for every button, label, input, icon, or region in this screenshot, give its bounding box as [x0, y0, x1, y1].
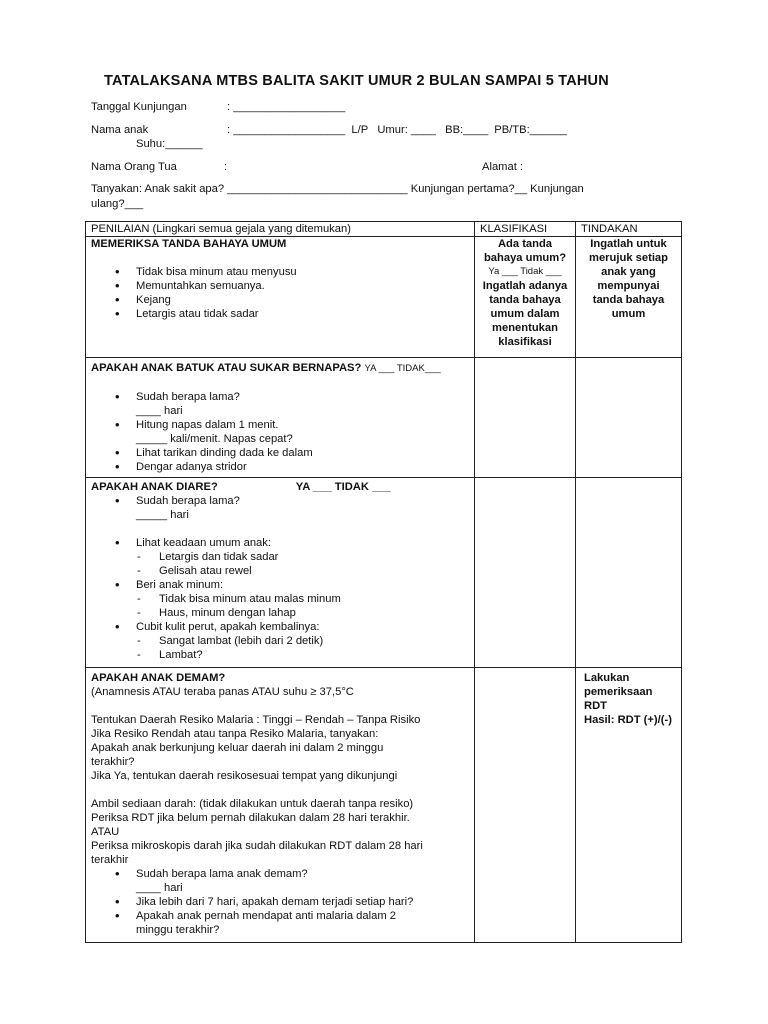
list-item[interactable]: • Lihat tarikan dinding dada ke dalam [91, 446, 469, 460]
batuk-list [91, 390, 469, 404]
orang-tua-label: Nama Orang Tua [91, 161, 177, 173]
list-item[interactable]: • Kejang [91, 293, 469, 307]
penilaian-cell [86, 358, 475, 478]
tindakan-line: Hasil: RDT (+)/(-) [584, 714, 672, 726]
demam-criteria: (Anamnesis ATAU teraba panas ATAU suhu ≥ 37,5°C [91, 686, 354, 698]
section-heading: APAKAH ANAK BATUK ATAU SUKAR BERNAPAS? [91, 362, 362, 374]
table-header-row [86, 222, 682, 237]
nama-anak-field[interactable]: : __________________ L/P Umur: ____ BB:____ PB/TB:______ [227, 124, 568, 136]
tindakan-cell [576, 237, 682, 358]
list-item-text: Sudah berapa lama? [136, 391, 240, 403]
page-title: TATALAKSANA MTBS BALITA SAKIT UMUR 2 BULAN SAMPAI 5 TAHUN [104, 73, 609, 89]
dash-item[interactable]: - Tidak bisa minum atau malas minum [91, 592, 469, 606]
ya-tidak-field[interactable]: YA ___ TIDAK ___ [295, 481, 391, 493]
dash-item[interactable]: - Haus, minum dengan lahap [91, 606, 469, 620]
list-item[interactable]: • Dengar adanya stridor [91, 460, 469, 474]
klasifikasi-cell[interactable] [475, 668, 576, 943]
tanggal-label: Tanggal Kunjungan [91, 101, 187, 113]
list-item [91, 418, 469, 432]
dash-item[interactable]: - Sangat lambat (lebih dari 2 detik) [91, 634, 469, 648]
instruction-line: ATAU [91, 826, 120, 838]
table-row [86, 237, 682, 358]
diare-list [91, 494, 469, 508]
tindakan-line: pemeriksaan RDT [584, 686, 653, 712]
list-item[interactable]: • Letargis atau tidak sadar [91, 307, 469, 321]
dash-item[interactable]: - Letargis dan tidak sadar [91, 550, 469, 564]
diare-list-cont [91, 620, 469, 634]
ya-tidak-field[interactable]: YA ___ TIDAK___ [364, 363, 441, 374]
klasifikasi-cell[interactable] [475, 478, 576, 668]
instruction-line: Periksa RDT jika belum pernah dilakukan dalam 28 hari terakhir. [91, 812, 410, 824]
dash-list [91, 634, 469, 662]
instruction-line: terakhir? [91, 756, 135, 768]
tanggal-field[interactable]: : __________________ [227, 101, 346, 113]
input-blank[interactable]: ____ hari [136, 405, 183, 417]
table-row [86, 478, 682, 668]
malaria-risk-line: Tentukan Daerah Resiko Malaria : Tinggi – Rendah – Tanpa Risiko [91, 714, 421, 726]
header-tindakan: TINDAKAN [576, 222, 682, 237]
list-item: • Cubit kulit perut, apakah kembalinya: [91, 620, 469, 634]
alamat-field[interactable]: Alamat : [482, 161, 524, 173]
dash-item[interactable]: - Gelisah atau rewel [91, 564, 469, 578]
suhu-field[interactable]: Suhu:______ [136, 138, 203, 150]
list-item: • Sudah berapa lama anak demam? [91, 867, 469, 881]
demam-list-cont [91, 895, 469, 923]
instruction-line: Periksa mikroskopis darah jika sudah dilakukan RDT dalam 28 hari [91, 840, 423, 852]
section-heading: APAKAH ANAK DIARE? [91, 481, 218, 493]
instruction-line: Ambil sediaan darah: (tidak dilakukan untuk daerah tanpa resiko) [91, 798, 414, 810]
klasifikasi-note: Ingatlah adanya tanda bahaya umum dalam menentukan klasifikasi [482, 280, 568, 348]
list-item[interactable]: • Memuntahkan semuanya. [91, 279, 469, 293]
penilaian-cell [86, 668, 475, 943]
tindakan-line: Lakukan [584, 672, 630, 684]
assessment-table [85, 221, 682, 943]
input-blank[interactable]: ____ hari [136, 882, 183, 894]
tanyakan-line-cont: ulang?___ [91, 198, 144, 210]
header-klasifikasi: KLASIFIKASI [475, 222, 576, 237]
section-heading: MEMERIKSA TANDA BAHAYA UMUM [91, 238, 287, 250]
list-item[interactable]: • Tidak bisa minum atau menyusu [91, 265, 469, 279]
input-blank[interactable]: _____ kali/menit. Napas cepat? [136, 433, 293, 445]
list-item: • Lihat keadaan umum anak: [91, 536, 469, 550]
list-item: • Sudah berapa lama? [91, 494, 469, 508]
klasifikasi-question: Ada tanda bahaya umum? [483, 238, 567, 264]
ya-tidak-field[interactable]: Ya ___ Tidak ___ [488, 266, 562, 277]
list-item [91, 390, 469, 404]
tindakan-cell[interactable] [576, 358, 682, 478]
table-row [86, 358, 682, 478]
tindakan-cell[interactable] [576, 478, 682, 668]
section-heading: APAKAH ANAK DEMAM? [91, 672, 226, 684]
orang-tua-field[interactable]: : [224, 161, 228, 173]
nama-anak-label: Nama anak [91, 124, 149, 136]
dash-item[interactable]: - Lambat? [91, 648, 469, 662]
danger-signs-list [91, 265, 469, 321]
list-item: • Beri anak minum: [91, 578, 469, 592]
list-item[interactable]: • Apakah anak pernah mendapat anti malaria dalam 2 [91, 909, 469, 923]
dash-list [91, 592, 469, 620]
diare-list-cont [91, 578, 469, 592]
demam-list [91, 867, 469, 881]
instruction-line: Jika Resiko Rendah atau tanpa Resiko Malaria, tanyakan: [91, 728, 379, 740]
tindakan-cell [576, 668, 682, 943]
list-item[interactable]: • Jika lebih dari 7 hari, apakah demam terjadi setiap hari? [91, 895, 469, 909]
diare-list-cont [91, 536, 469, 550]
instruction-line: Jika Ya, tentukan daerah resikosesuai tempat yang dikunjungi [91, 770, 398, 782]
input-blank[interactable]: _____ hari [136, 509, 189, 521]
header-penilaian: PENILAIAN (Lingkari semua gejala yang ditemukan) [86, 222, 475, 237]
penilaian-cell [86, 478, 475, 668]
klasifikasi-cell[interactable] [475, 358, 576, 478]
klasifikasi-cell [475, 237, 576, 358]
penilaian-cell [86, 237, 475, 358]
table-row [86, 668, 682, 943]
tanyakan-line: Tanyakan: Anak sakit apa? _____________________________ Kunjungan pertama?__ Kunjungan [91, 183, 584, 195]
instruction-line: Apakah anak berkunjung keluar daerah ini dalam 2 minggu [91, 742, 384, 754]
list-item-text: Hitung napas dalam 1 menit. [136, 419, 279, 431]
list-item-cont: minggu terakhir? [136, 924, 220, 936]
tindakan-text: Ingatlah untuk merujuk setiap anak yang mempunyai tanda bahaya umum [589, 238, 668, 320]
batuk-list-cont [91, 446, 469, 474]
dash-list [91, 550, 469, 578]
instruction-line: terakhir [91, 854, 129, 866]
batuk-list-cont [91, 418, 469, 432]
